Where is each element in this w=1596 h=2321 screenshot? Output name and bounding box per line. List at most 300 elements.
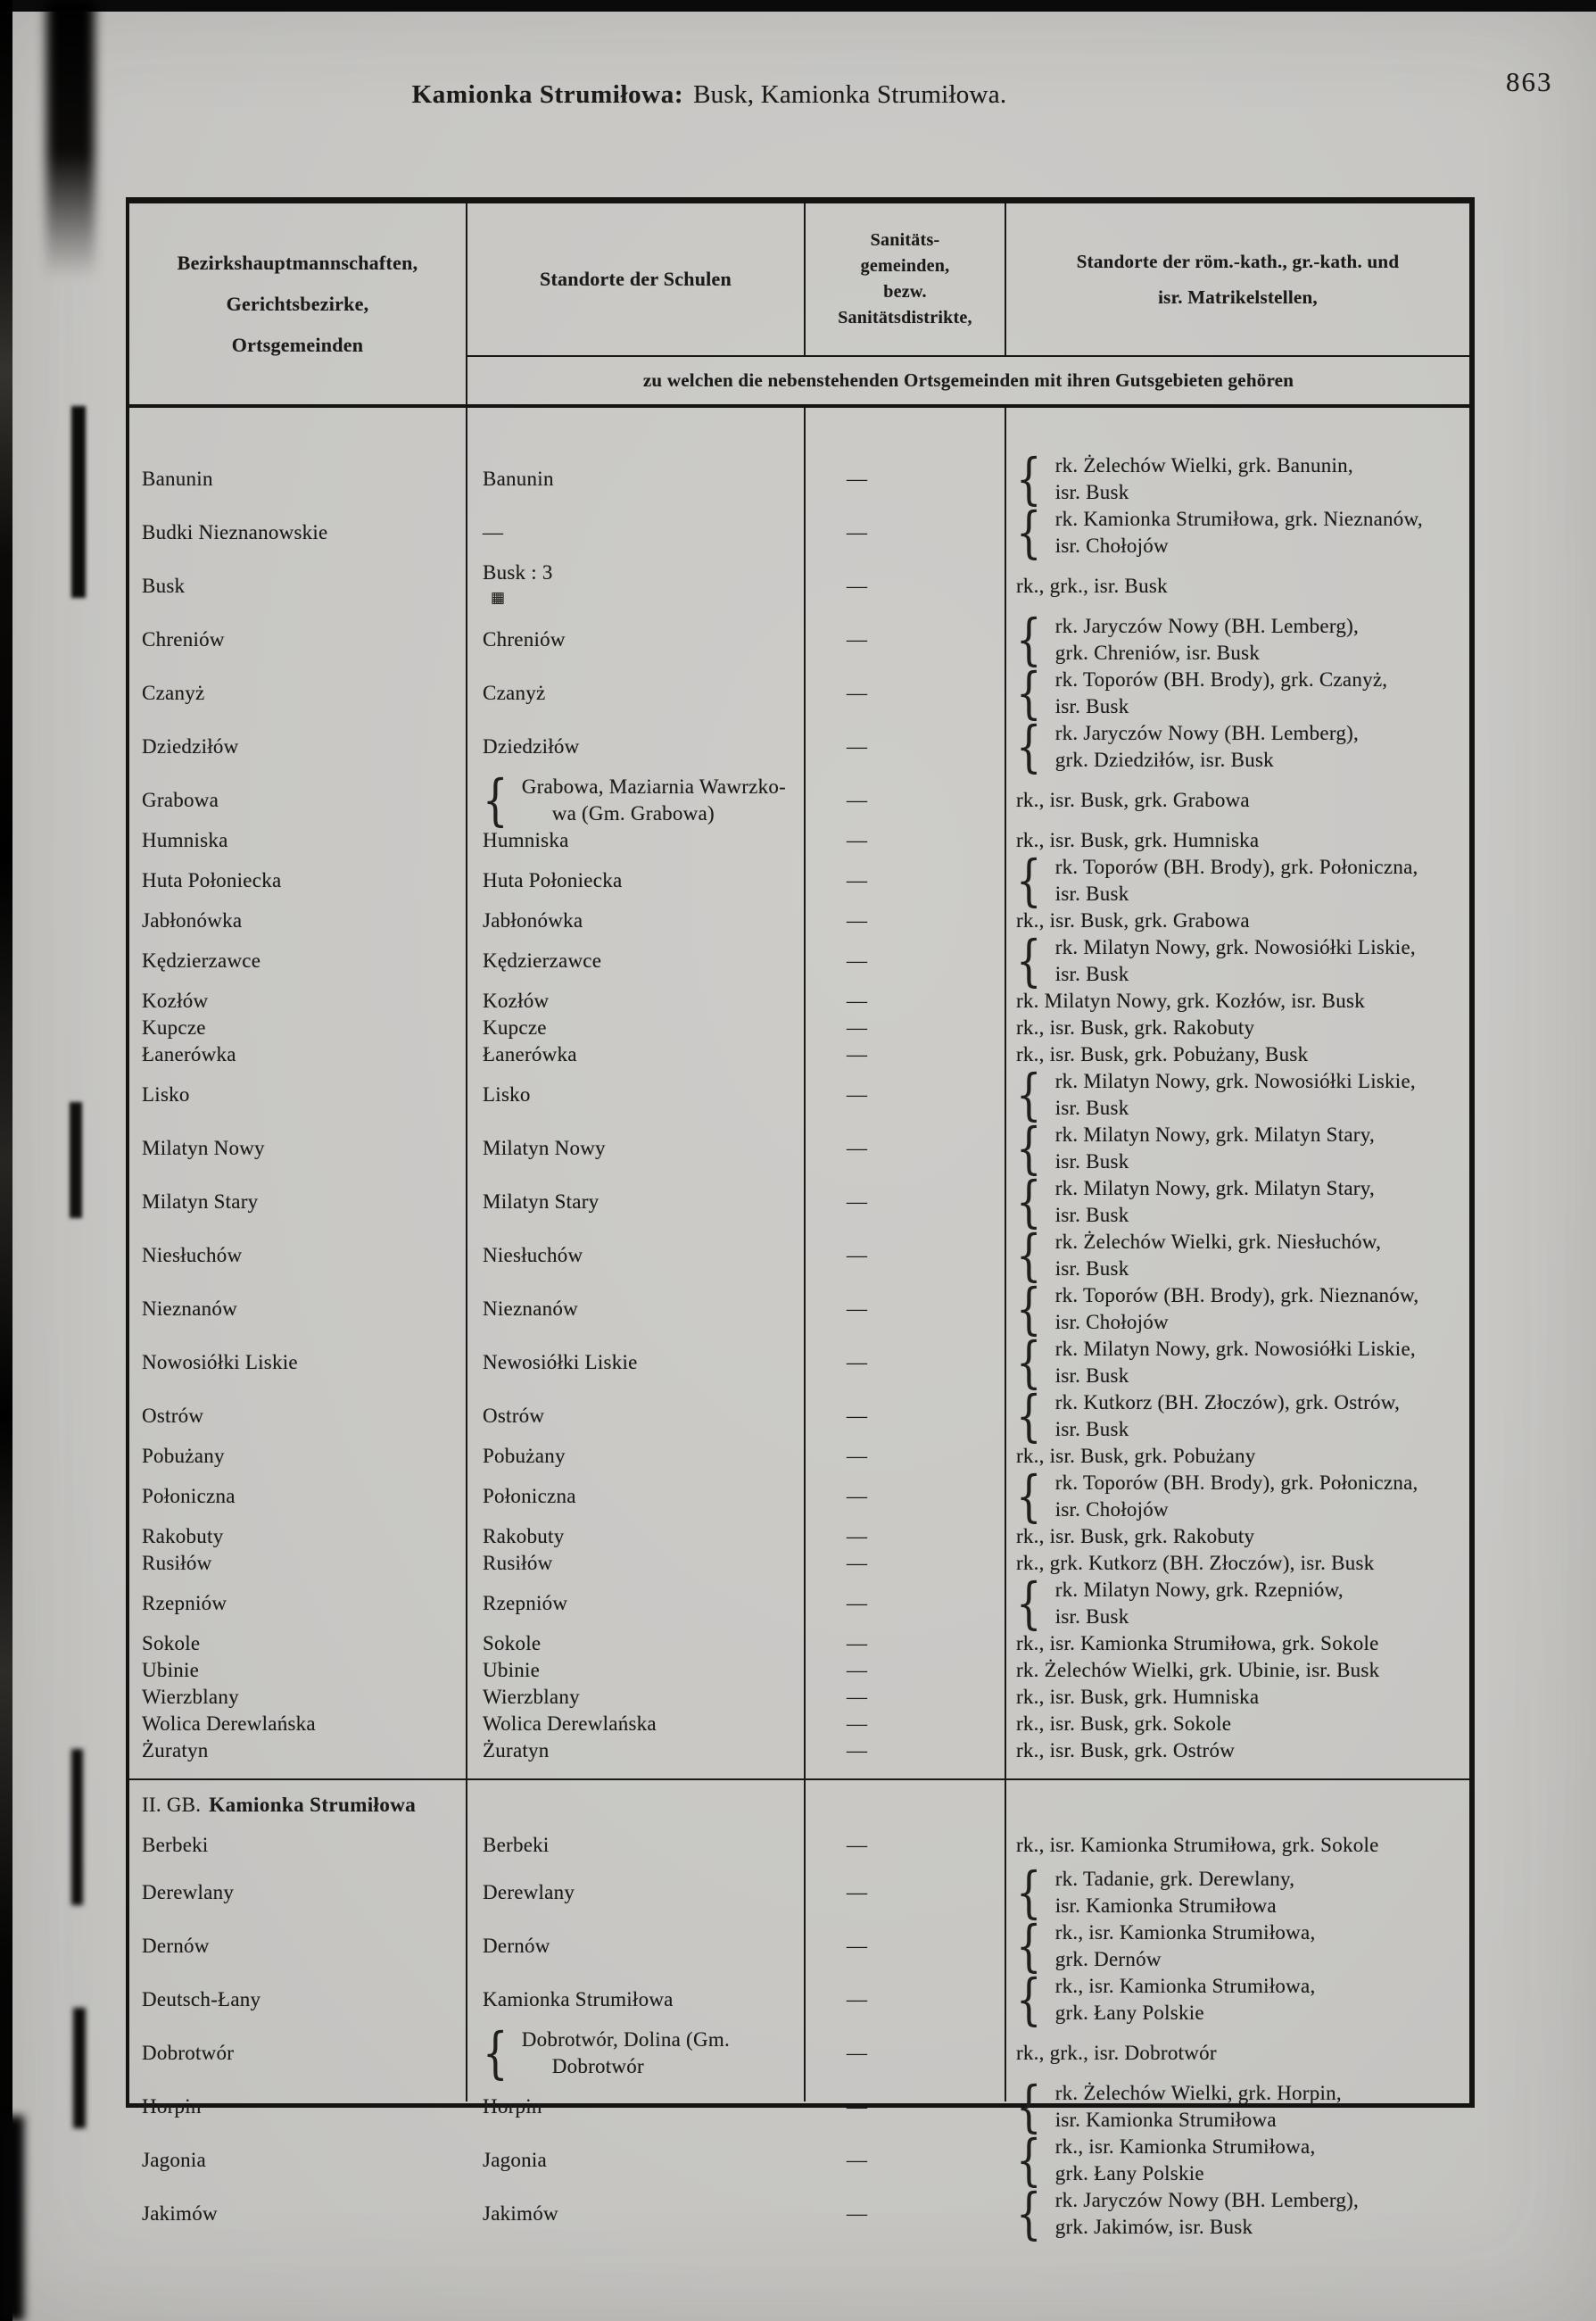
cell-line: grk. Jakimów, isr. Busk	[1054, 2216, 1253, 2238]
cell-line: rk. Milatyn Nowy, grk. Nowosiółki Liskie,	[1054, 1070, 1416, 1092]
table-rows	[129, 446, 1469, 2246]
matrikel-cell	[1005, 848, 1469, 913]
cell-lines	[1055, 1577, 1344, 1630]
cell-line: Milatyn Stary	[483, 1190, 600, 1213]
cell-lines	[483, 2093, 542, 2120]
cell-line: Łanerówka	[483, 1043, 577, 1065]
sanitaet-cell	[804, 1445, 1005, 1468]
cell-lines	[1055, 2080, 1342, 2134]
cell-line: rk. Żelechów Wielki, grk. Banunin,	[1054, 454, 1353, 477]
matrikel-cell	[1005, 2181, 1469, 2246]
cell-line: isr. Busk	[1054, 1418, 1129, 1440]
cell-line: Nieznanów	[483, 1297, 578, 1320]
schule-cell	[467, 2201, 804, 2227]
matrikel-cell	[1005, 1860, 1469, 1925]
cell-line: Humniska	[483, 829, 569, 851]
cell-lines	[1016, 827, 1259, 854]
cell-lines	[483, 948, 601, 974]
schule-cell	[467, 1737, 804, 1764]
sanitaet-cell	[804, 735, 1005, 758]
cell-lines	[483, 2147, 547, 2174]
ortsgemeinde-cell: Banunin	[142, 468, 213, 490]
cell-lines	[1055, 1336, 1416, 1389]
cell-line: Rzepniów	[483, 1592, 568, 1614]
matrikel-cell	[1005, 2127, 1469, 2193]
ortsgemeinde-cell: Sokole	[142, 1632, 201, 1654]
table-row	[129, 1276, 1469, 1341]
table-row	[129, 1223, 1469, 1288]
sanitaet-cell	[804, 575, 1005, 598]
sanitaet-cell	[804, 1632, 1005, 1655]
cell-lines	[1016, 787, 1250, 814]
ortsgemeinde-cell: Kędzierzawce	[142, 949, 261, 972]
ortsgemeinde-cell: Milatyn Nowy	[142, 1137, 265, 1159]
cell-line: isr. Busk	[1054, 1204, 1129, 1226]
cell-lines	[483, 1443, 566, 1470]
cell-line: Derewlany	[483, 1881, 575, 1903]
cell-line: rk. Jaryczów Nowy (BH. Lemberg),	[1054, 615, 1360, 637]
header-line: bezw.	[883, 282, 927, 302]
header-line: Sanitäts-	[870, 230, 940, 250]
ortsgemeinde-cell: Rakobuty	[142, 1525, 224, 1547]
cell-lines	[1055, 613, 1359, 667]
cell-line: rk., isr. Busk, grk. Grabowa	[1016, 789, 1250, 811]
brace-glyph: {	[1016, 1571, 1042, 1636]
table-row	[129, 1169, 1469, 1234]
schule-cell	[467, 680, 804, 707]
cell-lines	[483, 1879, 575, 1906]
cell-line: Dernów	[483, 1935, 550, 1957]
ortsgemeinde-cell: Połoniczna	[142, 1485, 236, 1507]
schule-cell	[467, 988, 804, 1015]
schule-cell	[467, 1242, 804, 1269]
header-line: gemeinden,	[860, 256, 950, 276]
empty-mark: —	[847, 869, 868, 891]
cell-line: Wolica Derewlańska	[483, 1712, 657, 1735]
ortsgemeinde-cell: Horpin	[142, 2095, 202, 2118]
scan-artifact-corner-blob	[46, 0, 95, 278]
cell-line: isr. Busk	[1054, 695, 1129, 717]
ortsgemeinde-cell: Derewlany	[142, 1881, 235, 1903]
matrikel-cell	[1005, 1967, 1469, 2032]
cell-lines	[483, 1015, 547, 1041]
ortsgemeinde-cell: Żuratyn	[142, 1739, 209, 1761]
ortsgemeinde-cell: Jagonia	[142, 2149, 207, 2171]
sanitaet-cell	[804, 1244, 1005, 1267]
sanitaet-cell	[804, 682, 1005, 705]
cell-line: rk. Toporów (BH. Brody), grk. Nieznanów,	[1054, 1284, 1419, 1306]
cell-line: Wierzblany	[483, 1686, 580, 1708]
empty-mark: —	[847, 575, 868, 597]
sanitaet-cell	[804, 521, 1005, 544]
cell-line: —	[483, 521, 504, 543]
empty-mark: —	[847, 1016, 868, 1039]
brace-glyph: {	[1016, 1223, 1042, 1288]
schule-cell	[467, 1657, 804, 1684]
brace-glyph: {	[1016, 2181, 1042, 2246]
cell-line: Czanyż	[483, 682, 546, 704]
cell-line: rk., isr. Kamionka Strumiłowa,	[1054, 1975, 1316, 1997]
cell-line: rk., grk., isr. Busk	[1016, 575, 1168, 597]
brace-glyph: {	[1016, 446, 1042, 511]
empty-mark: —	[847, 521, 868, 543]
ortsgemeinde-cell: Busk	[142, 575, 186, 597]
header-line: Standorte der Schulen	[539, 268, 732, 290]
empty-mark: —	[847, 1137, 868, 1159]
sanitaet-cell	[804, 1592, 1005, 1615]
brace-glyph: {	[1016, 2127, 1042, 2193]
table-row	[129, 2181, 1469, 2246]
schule-cell	[467, 827, 804, 854]
sanitaet-cell	[804, 1137, 1005, 1160]
cell-lines	[1055, 1973, 1316, 2027]
cell-line: rk. Żelechów Wielki, grk. Ubinie, isr. Busk	[1016, 1659, 1380, 1681]
sanitaet-cell	[804, 1988, 1005, 2011]
schule-cell	[467, 1296, 804, 1322]
ortsgemeinde-cell: Ubinie	[142, 1659, 200, 1681]
ortsgemeinde-cell: Dobrotwór	[142, 2042, 235, 2064]
cell-lines	[483, 1189, 599, 1215]
schule-cell	[467, 948, 804, 974]
brace-glyph: {	[1016, 928, 1042, 993]
cell-lines	[1055, 1068, 1416, 1122]
cell-line: rk., isr. Busk, grk. Pobużany	[1016, 1445, 1256, 1467]
cell-line: isr. Chołojów	[1054, 1498, 1169, 1521]
matrikel-cell	[1005, 928, 1469, 993]
cell-lines	[483, 1630, 541, 1657]
schule-cell	[467, 1879, 804, 1906]
cell-line: isr. Kamionka Strumiłowa	[1054, 2109, 1277, 2131]
ortsgemeinde-cell: Budki Nieznanowskie	[142, 521, 328, 543]
cell-lines	[1016, 1832, 1379, 1859]
cell-line: isr. Chołojów	[1054, 535, 1169, 557]
cell-lines	[483, 1349, 638, 1376]
sanitaet-cell	[804, 909, 1005, 933]
empty-mark: —	[847, 990, 868, 1012]
sanitaet-cell	[804, 1881, 1005, 1904]
cell-lines	[1016, 1657, 1379, 1684]
table-row	[129, 928, 1469, 993]
matrikel-cell	[1005, 827, 1469, 854]
cell-lines	[483, 1684, 580, 1711]
matrikel-cell	[1005, 1276, 1469, 1341]
section-divider	[129, 1778, 1469, 1780]
cell-line: rk. Jaryczów Nowy (BH. Lemberg),	[1054, 722, 1360, 744]
schule-cell	[467, 1483, 804, 1510]
table-row	[129, 446, 1469, 511]
schule-cell	[467, 867, 804, 894]
cell-line: Kozłów	[483, 990, 550, 1012]
matrikel-cell	[1005, 988, 1469, 1015]
brace-glyph: {	[1016, 1463, 1042, 1529]
ortsgemeinde-cell: Kozłów	[142, 990, 209, 1012]
cell-lines	[1055, 1470, 1418, 1523]
ortsgemeinde-cell: Wolica Derewlańska	[142, 1712, 316, 1735]
cell-lines	[1016, 573, 1168, 600]
cell-lines	[522, 2027, 730, 2080]
cell-line: wa (Gm. Grabowa)	[551, 802, 715, 825]
table-row	[129, 1571, 1469, 1636]
schule-cell	[467, 1590, 804, 1617]
empty-mark: —	[847, 1552, 868, 1574]
school-symbol-icon: ▦	[491, 589, 506, 607]
schule-cell	[467, 1189, 804, 1215]
cell-line: grk. Łany Polskie	[1054, 2162, 1204, 2184]
cell-line: rk. Kutkorz (BH. Złoczów), grk. Ostrów,	[1054, 1391, 1401, 1413]
cell-line: rk., isr. Busk, grk. Sokole	[1016, 1712, 1232, 1735]
scan-artifact-smudge	[71, 406, 86, 598]
cell-lines	[1055, 934, 1416, 988]
cell-lines	[1055, 1229, 1381, 1282]
cell-line: Huta Połoniecka	[483, 869, 623, 891]
scan-artifact-smudge	[71, 1749, 83, 1905]
cell-line: rk., isr. Busk, grk. Pobużany, Busk	[1016, 1043, 1309, 1065]
brace-glyph: {	[1016, 500, 1042, 565]
table-row	[129, 1041, 1469, 1068]
matrikel-cell	[1005, 787, 1469, 814]
cell-line: isr. Busk	[1054, 1257, 1129, 1280]
schule-cell	[467, 1041, 804, 1068]
sanitaet-cell	[804, 2095, 1005, 2118]
brace-glyph: {	[1016, 1330, 1042, 1395]
schule-cell	[467, 767, 804, 833]
ortsgemeinde-cell: Czanyż	[142, 682, 205, 704]
cell-lines	[1055, 667, 1388, 720]
sanitaet-cell	[804, 1190, 1005, 1214]
section-heading-prefix: II. GB.	[142, 1794, 202, 1816]
table-row	[129, 827, 1469, 854]
cell-lines	[483, 867, 622, 894]
cell-line: grk. Chreniów, isr. Busk	[1054, 642, 1261, 664]
header-ortsgemeinden	[129, 203, 467, 404]
sanitaet-cell	[804, 1659, 1005, 1682]
ortsgemeinde-cell: Łanerówka	[142, 1043, 236, 1065]
ortsgemeinde-cell: Pobużany	[142, 1445, 225, 1467]
sanitaet-cell	[804, 2149, 1005, 2172]
sanitaet-cell	[804, 789, 1005, 812]
cell-lines	[483, 1296, 578, 1322]
header-subnote: zu welchen die nebenstehenden Ortsgemeinden mit ihren Gutsgebieten gehören	[467, 355, 1469, 404]
sanitaet-cell	[804, 468, 1005, 491]
cell-line: Berbeki	[483, 1834, 550, 1856]
scan-artifact-smudge	[70, 1102, 82, 1218]
matrikel-cell	[1005, 607, 1469, 672]
cell-line: rk. Milatyn Nowy, grk. Rzepniów,	[1054, 1579, 1344, 1601]
matrikel-cell	[1005, 500, 1469, 565]
cell-line: Ubinie	[483, 1659, 541, 1681]
cell-lines	[483, 1082, 531, 1108]
cell-line: Kamionka Strumiłowa	[483, 1988, 674, 2010]
table-header	[129, 203, 1469, 408]
table-row	[129, 1523, 1469, 1550]
matrikel-cell	[1005, 2040, 1469, 2067]
cell-line: rk., isr. Kamionka Strumiłowa,	[1054, 2135, 1316, 2158]
cell-line: rk., isr. Busk, grk. Rakobuty	[1016, 1525, 1255, 1547]
empty-mark: —	[847, 1712, 868, 1735]
table-row	[129, 1463, 1469, 1529]
table-row	[129, 560, 1469, 613]
cell-line: rk., isr. Kamionka Strumiłowa, grk. Sokole	[1016, 1632, 1379, 1654]
cell-lines	[1055, 1122, 1375, 1175]
cell-line: grk. Dernów	[1054, 1948, 1162, 1970]
cell-line: rk. Kamionka Strumiłowa, grk. Nieznanów,	[1054, 508, 1423, 530]
matrikel-cell	[1005, 2074, 1469, 2139]
cell-line: rk., isr. Kamionka Strumiłowa,	[1054, 1921, 1316, 1944]
cell-lines	[483, 560, 553, 613]
empty-mark: —	[847, 1445, 868, 1467]
table-row	[129, 988, 1469, 1015]
table-row	[129, 1383, 1469, 1448]
table-row	[129, 1330, 1469, 1395]
sanitaet-cell	[804, 628, 1005, 651]
matrikel-cell	[1005, 1657, 1469, 1684]
table-row	[129, 1825, 1469, 1866]
ortsgemeinde-cell: Rusiłów	[142, 1552, 212, 1574]
table-row	[129, 1860, 1469, 1925]
cell-line: rk. Toporów (BH. Brody), grk. Połoniczna,	[1054, 856, 1418, 878]
cell-line: Jabłonówka	[483, 909, 583, 932]
empty-mark: —	[847, 1485, 868, 1507]
scan-artifact-bottom-left	[0, 2116, 24, 2321]
ortsgemeinde-cell: Ostrów	[142, 1405, 204, 1427]
scan-artifact-left-edge	[0, 0, 12, 2321]
cell-line: isr. Busk	[1054, 883, 1129, 905]
brace-glyph: {	[1016, 1062, 1042, 1127]
table-row	[129, 714, 1469, 779]
schule-cell	[467, 1711, 804, 1737]
schule-cell	[467, 1630, 804, 1657]
cell-lines	[1055, 1866, 1295, 1919]
matrikel-cell	[1005, 1041, 1469, 1068]
cell-lines	[483, 988, 549, 1015]
brace-glyph: {	[1016, 714, 1042, 779]
matrikel-cell	[1005, 1684, 1469, 1711]
empty-mark: —	[847, 682, 868, 704]
cell-lines	[1016, 1711, 1231, 1737]
cell-line: Milatyn Nowy	[483, 1137, 606, 1159]
ortsgemeinde-cell: Kupcze	[142, 1016, 206, 1039]
cell-lines	[483, 680, 545, 707]
brace-glyph: {	[1016, 607, 1042, 672]
cell-line: Chreniów	[483, 628, 566, 651]
empty-mark: —	[847, 909, 868, 932]
cell-lines	[1055, 2134, 1316, 2187]
cell-line: Rakobuty	[483, 1525, 565, 1547]
ortsgemeinde-cell: Humniska	[142, 829, 228, 851]
cell-lines	[483, 1135, 606, 1162]
table-row	[129, 1684, 1469, 1711]
table-row	[129, 1630, 1469, 1657]
cell-line: isr. Busk	[1054, 963, 1129, 985]
ortsgemeinde-cell: Dziedziłów	[142, 735, 239, 758]
schule-cell	[467, 1832, 804, 1859]
schule-cell	[467, 1986, 804, 2013]
matrikel-cell	[1005, 1330, 1469, 1395]
schule-cell	[467, 1523, 804, 1550]
ortsgemeinde-cell: Jakimów	[142, 2202, 218, 2225]
schule-cell	[467, 1082, 804, 1108]
cell-lines	[1016, 988, 1365, 1015]
table-row	[129, 1737, 1469, 1764]
schule-cell	[467, 908, 804, 934]
matrikel-cell	[1005, 908, 1469, 934]
cell-lines	[483, 827, 569, 854]
empty-mark: —	[847, 1297, 868, 1320]
empty-mark: —	[847, 2095, 868, 2118]
matrikel-cell	[1005, 1523, 1469, 1550]
matrikel-cell	[1005, 1169, 1469, 1234]
empty-mark: —	[847, 1244, 868, 1266]
cell-line: Jakimów	[483, 2202, 558, 2225]
cell-line: rk. Milatyn Nowy, grk. Nowosiółki Liskie,	[1054, 1338, 1416, 1360]
empty-mark: —	[847, 789, 868, 811]
empty-mark: —	[847, 735, 868, 758]
cell-line: Połoniczna	[483, 1485, 576, 1507]
matrikel-cell	[1005, 1383, 1469, 1448]
matrikel-cell	[1005, 1463, 1469, 1529]
cell-lines	[1016, 1684, 1259, 1711]
matrikel-cell	[1005, 1711, 1469, 1737]
empty-mark: —	[847, 1190, 868, 1213]
cell-line: Rusiłów	[483, 1552, 553, 1574]
header-line: Sanitätsdistrikte,	[838, 308, 972, 327]
empty-mark: —	[847, 1592, 868, 1614]
matrikel-cell	[1005, 1630, 1469, 1657]
cell-lines	[483, 1403, 544, 1430]
cell-line: isr. Chołojów	[1054, 1311, 1169, 1333]
empty-mark: —	[847, 628, 868, 651]
brace-glyph: {	[1016, 848, 1042, 913]
cell-lines	[483, 1550, 552, 1577]
schule-cell	[467, 560, 804, 613]
cell-line: rk., isr. Busk, grk. Humniska	[1016, 1686, 1260, 1708]
empty-mark: —	[847, 1739, 868, 1761]
empty-mark: —	[847, 1659, 868, 1681]
ortsgemeinde-cell: Rzepniów	[142, 1592, 227, 1614]
cell-line: grk. Łany Polskie	[1054, 2002, 1204, 2024]
cell-line: grk. Dziedziłów, isr. Busk	[1054, 749, 1274, 771]
header-schulen	[467, 203, 804, 355]
cell-line: Kupcze	[483, 1016, 547, 1039]
sanitaet-cell	[804, 1739, 1005, 1762]
cell-lines	[483, 626, 566, 653]
page-number: 863	[1506, 66, 1553, 97]
table-row	[129, 607, 1469, 672]
cell-lines	[483, 519, 503, 546]
cell-lines	[1055, 1389, 1400, 1443]
ortsgemeinde-cell: Nowosiółki Liskie	[142, 1351, 298, 1373]
table-row	[129, 1711, 1469, 1737]
cell-line: rk. Żelechów Wielki, grk. Niesłuchów,	[1054, 1231, 1382, 1253]
table-row	[129, 1913, 1469, 1978]
sanitaet-cell	[804, 1043, 1005, 1066]
schule-cell	[467, 1550, 804, 1577]
ortsgemeinde-cell: Niesłuchów	[142, 1244, 243, 1266]
ortsgemeinde-cell: Jabłonówka	[142, 909, 243, 932]
cell-lines	[1055, 720, 1359, 774]
cell-lines	[483, 734, 580, 760]
cell-line: isr. Busk	[1054, 1150, 1129, 1173]
cell-lines	[1016, 2040, 1217, 2067]
cell-line: Banunin	[483, 468, 554, 490]
empty-mark: —	[847, 1525, 868, 1547]
brace-glyph: {	[1016, 2074, 1042, 2139]
sanitaet-cell	[804, 1297, 1005, 1321]
schule-cell	[467, 1443, 804, 1470]
sanitaet-cell	[804, 1935, 1005, 1958]
table-body	[129, 408, 1469, 2246]
sanitaet-cell	[804, 1405, 1005, 1428]
